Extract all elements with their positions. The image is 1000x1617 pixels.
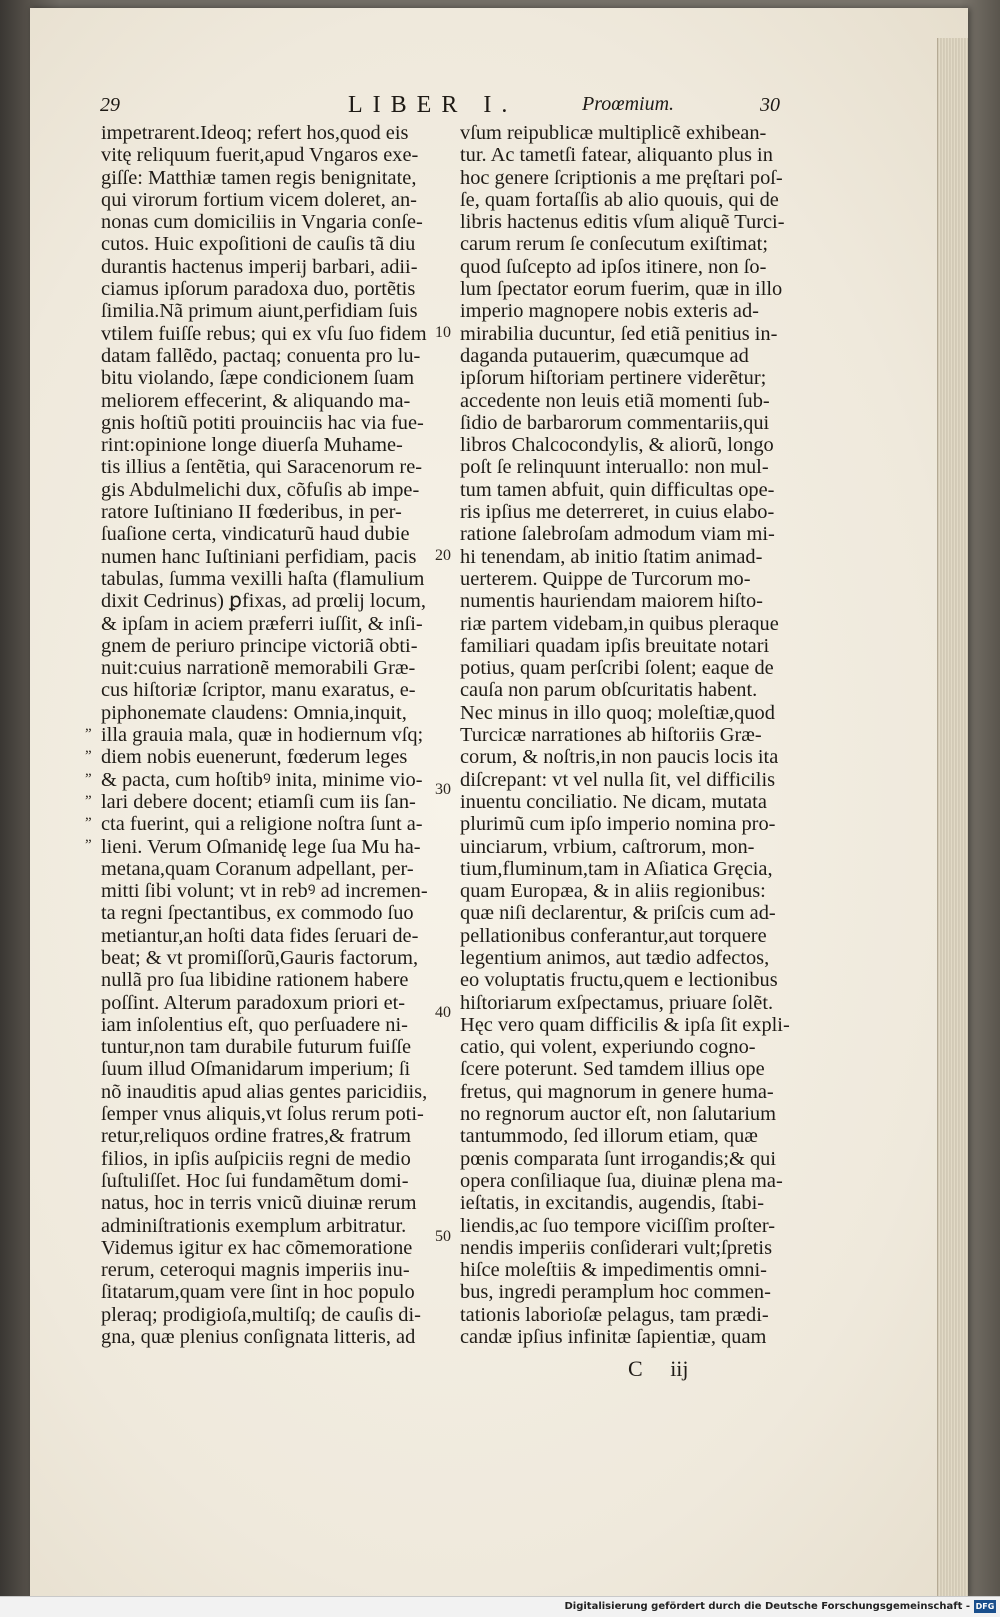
text-line: daganda putauerim, quæcumque ad [460, 344, 749, 367]
text-line: lieni. Verum Oſmanidę lege ſua Mu ha- [101, 835, 421, 858]
margin-quote-mark: „ [85, 762, 92, 779]
text-line: tur. Ac tametſi fatear, aliquanto plus in [460, 144, 773, 167]
footer-credit: Digitalisierung gefördert durch die Deutsche Forschungsgemeinschaft - [564, 1601, 970, 1612]
text-line: ſuſtuliſſet. Hoc ſui fundamẽtum domi- [101, 1169, 409, 1192]
text-line: nendis imperiis conſiderari vult;ſpretis [460, 1236, 773, 1259]
text-line: poſt ſe relinquunt interuallo: non mul- [460, 456, 769, 479]
text-line: opera conſiliaque ſua, diuinæ plena ma- [460, 1169, 783, 1192]
text-line: ta regni ſpectantibus, ex commodo ſuo [101, 902, 414, 925]
text-line: qui virorum fortium vicem doleret, an- [101, 188, 417, 211]
text-line: adminiſtrationis exemplum arbitratur. [101, 1214, 407, 1237]
text-line: liendis,ac ſuo tempore viciſſim proſter- [460, 1214, 775, 1237]
text-line: plurimũ cum ipſo imperio nomina pro- [460, 813, 776, 836]
page-header [100, 92, 790, 122]
text-line: nuit:cuius narrationẽ memorabili Græ- [101, 657, 416, 680]
text-line: ſuum illud Oſmanidarum imperium; ſi [101, 1058, 411, 1081]
line-number: 30 [435, 781, 451, 798]
text-line: ieſtatis, in excitandis, augendis, ſtabi- [460, 1192, 765, 1215]
text-line: illa grauia mala, quæ in hodiernum vſq; [101, 724, 424, 747]
margin-quote-mark: „ [85, 829, 92, 846]
text-line: imperio magnopere nobis exteris ad- [460, 300, 759, 323]
text-line: Hęc vero quam difficilis & ipſa ſit expli- [460, 1013, 790, 1036]
text-line: accedente non leuis etiã momenti ſub- [460, 389, 770, 412]
text-line: pœnis comparata ſunt irrogandis;& qui [460, 1147, 776, 1170]
text-line: ratione ſalebroſam admodum viam mi- [460, 523, 775, 546]
text-line: ſe, quam fortaſſis ab alio quouis, qui de [460, 188, 779, 211]
right-text-column [460, 122, 790, 1348]
text-line: vitę reliquum fuerit,apud Vngaros exe- [101, 144, 419, 167]
text-line: inuentu conciliatio. Ne dicam, mutata [460, 790, 767, 813]
footer-bar [0, 1596, 1000, 1617]
text-line: nullã pro ſua libidine rationem habere [101, 969, 409, 992]
text-line: ipſorum hiſtoriam pertinere viderẽtur; [460, 367, 767, 390]
text-line: cauſa non parum obſcuritatis habent. [460, 679, 758, 702]
text-line: tantummodo, ſed illorum etiam, quæ [460, 1125, 758, 1148]
text-line: piphonemate claudens: Omnia,inquit, [101, 701, 407, 724]
text-line: impetrarent.Ideoq; refert hos,quod eis [101, 122, 409, 144]
text-line: familiari quadam ipſis breuitate notari [460, 634, 770, 657]
margin-quote-mark: „ [85, 807, 92, 824]
text-line: durantis hactenus imperij barbari, adii- [101, 255, 418, 278]
text-line: diem nobis euenerunt, fœderum leges [101, 746, 408, 769]
text-line: eo voluptatis fructu,quem e lectionibus [460, 969, 778, 992]
text-line: & ipſam in aciem præferri iuſſit, & inſi- [101, 612, 423, 635]
text-line: gnem de periuro principe victoriã obti- [101, 634, 418, 657]
text-line: libris hactenus editis vſum aliquẽ Turci- [460, 211, 785, 234]
text-line: lari debere docent; etiamſi cum iis ſan- [101, 790, 416, 813]
text-line: gnis hoſtiũ potiti prouinciis hac via fue- [101, 411, 424, 434]
text-line: ſidio de barbarorum commentariis,qui [460, 411, 770, 434]
text-line: quæ niſi declarentur, & priſcis cum ad- [460, 902, 776, 925]
text-line: ſemper vnus aliquis,vt ſolus rerum poti- [101, 1103, 424, 1126]
running-title: LIBER I. [348, 92, 518, 118]
line-number: 40 [435, 1004, 451, 1021]
text-line: candæ ipſius infinitæ ſapientiæ, quam [460, 1326, 767, 1349]
text-line: hi tenendam, ab initio ſtatim animad- [460, 545, 763, 568]
text-line: metiantur,an hoſti data fides ſeruari de- [101, 924, 419, 947]
signature-number: iij [670, 1356, 689, 1381]
text-line: tis illius a ſentẽtia, qui Saracenorum re- [101, 456, 423, 479]
text-line: cus hiſtoriæ ſcriptor, manu exaratus, e- [101, 679, 416, 702]
text-line: ciamus ipſorum paradoxa duo, portẽtis [101, 278, 416, 301]
text-line: poſſint. Alterum paradoxum priori et- [101, 991, 406, 1014]
text-line: beat; & vt promiſſorũ,Gauris factorum, [101, 946, 419, 969]
text-line: metana,quam Coranum adpellant, per- [101, 857, 414, 880]
text-line: catio, qui volent, experiundo cogno- [460, 1036, 756, 1059]
text-line: filios, in ipſis auſpiciis regni de medio [101, 1147, 411, 1170]
margin-quote-marks [85, 715, 99, 849]
text-line: cutos. Huic expoſitioni de cauſis tã diu [101, 233, 416, 256]
text-line: tium,fluminum,tam in Aſiatica Gręcia, [460, 857, 773, 880]
text-line: uinciarum, vrbium, caſtrorum, mon- [460, 835, 755, 858]
folio-right: 30 [760, 94, 780, 116]
text-line: gna, quæ plenius conſignata litteris, ad [101, 1326, 416, 1349]
text-line: numen hanc Iuſtiniani perfidiam, pacis [101, 545, 417, 568]
text-line: uerterem. Quippe de Turcorum mo- [460, 567, 751, 590]
text-line: lum ſpectator eorum fuerim, quæ in illo [460, 278, 783, 301]
text-line: datam fallẽdo, pactaq; conuenta pro lu- [101, 344, 421, 367]
text-line: diſcrepant: vt vel nulla ſit, vel difficilis [460, 768, 776, 791]
text-line: ratore Iuſtiniano II fœderibus, in per- [101, 501, 402, 524]
text-line: dixit Cedrinus) ꝑfixas, ad prœlij locum, [101, 590, 426, 613]
signature-mark [628, 1356, 689, 1382]
text-line: ſcere poterunt. Sed tamdem illius ope [460, 1058, 765, 1081]
text-line: rint:opinione longe diuerſa Muhame- [101, 434, 403, 457]
text-line: hiſce moleſtiis & impedimentis omni- [460, 1259, 767, 1282]
text-line: & pacta, cum hoſtibꝰ inita, minime vio- [101, 768, 423, 791]
dfg-logo-icon: DFG [975, 1602, 995, 1611]
section-title: Proœmium. [582, 93, 675, 115]
text-line: giſſe: Matthiæ tamen regis benignitate, [101, 166, 417, 189]
text-line: iam inſolentius eſt, quo perſuadere ni- [101, 1013, 408, 1036]
text-line: Turcicæ narrationes ab hiſtoriis Græ- [460, 724, 762, 747]
text-line: fretus, qui magnorum in genere huma- [460, 1080, 774, 1103]
text-line: ris ipſius me deterreret, in cuius elabo- [460, 501, 775, 524]
text-line: rerum, ceteroqui magnis imperiis inu- [101, 1259, 410, 1282]
left-text-column [101, 122, 434, 1348]
line-number: 20 [435, 547, 451, 564]
text-line: riæ partem videbam,in quibus pleraque [460, 612, 779, 635]
text-line: ſuaſione certa, vindicaturũ haud dubie [101, 523, 410, 546]
text-line: pellationibus conferantur,aut torquere [460, 924, 767, 947]
text-line: potius, quam perſcribi ſolent; eaque de [460, 657, 774, 680]
text-line: retur,reliquos ordine fratres,& fratrum [101, 1125, 412, 1148]
folio-left: 29 [100, 94, 120, 116]
text-line: nõ inauditis apud alias gentes paricidiis, [101, 1080, 428, 1103]
text-line: no regnorum auctor eſt, non ſalutarium [460, 1103, 776, 1126]
text-line: quam Europæa, & in aliis regionibus: [460, 880, 766, 903]
line-number: 10 [435, 324, 451, 341]
text-line: tuntur,non tam durabile futurum fuiſſe [101, 1036, 412, 1059]
text-line: ſitatarum,quam vere ſint in hoc populo [101, 1281, 415, 1304]
margin-quote-mark: „ [85, 740, 92, 757]
text-line: numentis hauriendam maiorem hiſto- [460, 590, 763, 613]
text-line: bus, ingredi peramplum hoc commen- [460, 1281, 771, 1304]
text-line: cta fuerint, qui a religione noſtra ſunt a- [101, 813, 423, 836]
text-line: nonas cum domiciliis in Vngaria conſe- [101, 211, 423, 234]
text-line: hoc genere ſcriptionis a me pręſtari poſ- [460, 166, 783, 189]
text-line: mirabilia ducuntur, ſed etiã penitius in- [460, 322, 778, 345]
text-line: libros Chalcocondylis, & aliorũ, longo [460, 434, 774, 457]
margin-quote-mark: „ [85, 784, 92, 801]
signature-letter: C [628, 1356, 643, 1381]
text-line: Nec minus in illo quoq; moleſtiæ,quod [460, 701, 775, 724]
text-line: pleraq; prodigioſa,multiſq; de cauſis di- [101, 1303, 421, 1326]
text-line: tum tamen abfuit, quin difficultas ope- [460, 478, 775, 501]
page-edges [937, 38, 968, 1598]
text-line: ſimilia.Nã primum aiunt,perfidiam ſuis [101, 300, 418, 323]
text-line: tabulas, ſumma vexilli haſta (flamulium [101, 567, 425, 590]
line-number: 50 [435, 1228, 451, 1245]
text-line: corum, & noſtris,in non paucis locis ita [460, 746, 779, 769]
text-line: quod ſuſcepto ad ipſos itinere, non ſo- [460, 255, 767, 278]
text-line: Videmus igitur ex hac cõmemoratione [101, 1236, 413, 1259]
text-line: mitti ſibi volunt; vt in rebꝰ ad incremen- [101, 880, 428, 903]
text-line: vtilem fuiſſe rebus; qui ex vſu ſuo fidem [101, 322, 427, 345]
text-line: natus, hoc in terris vnicũ diuinæ rerum [101, 1192, 417, 1215]
text-line: legentium animos, aut tædio adfectos, [460, 946, 770, 969]
text-line: carum rerum ſe conſecutum exiſtimat; [460, 233, 769, 256]
text-line: bitu violando, ſæpe condicionem ſuam [101, 367, 415, 390]
margin-quote-mark: „ [85, 718, 92, 734]
text-line: hiſtoriarum exſpectamus, priuare ſolẽt. [460, 991, 774, 1014]
text-line: meliorem effecerint, & aliquando ma- [101, 389, 411, 412]
text-line: gis Abdulmelichi dux, cõfuſis ab impe- [101, 478, 420, 501]
text-line: vſum reipublicæ multiplicẽ exhibean- [460, 122, 767, 144]
text-line: tationis laborioſæ pelagus, tam prædi- [460, 1303, 769, 1326]
